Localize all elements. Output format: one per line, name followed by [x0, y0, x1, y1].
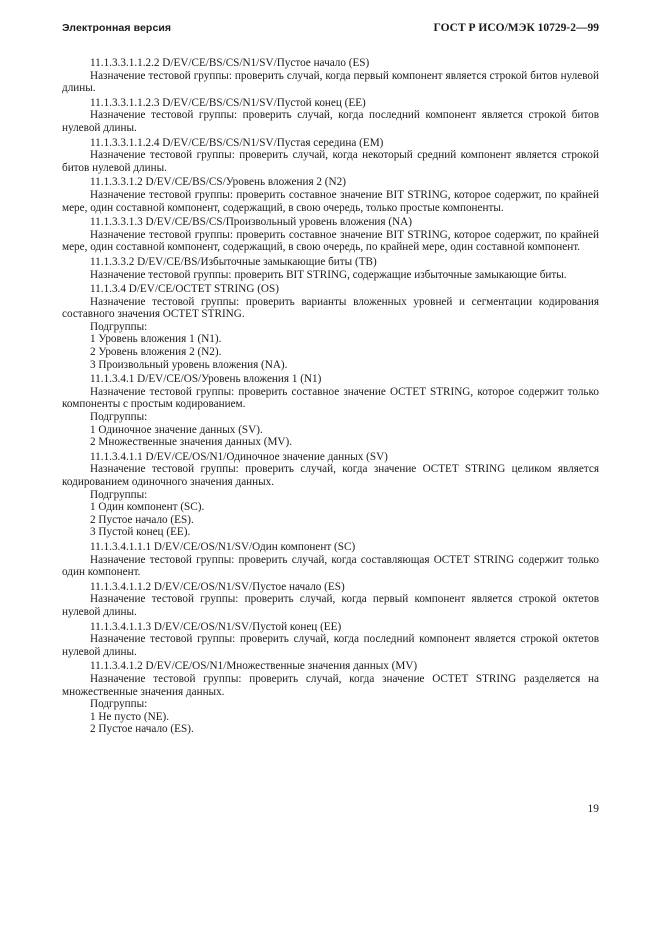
paragraph: Назначение тестовой группы: проверить варианты вложенных уровней и сегментации кодирования составного значения OCTET STRING.: [62, 295, 599, 321]
paragraph: Назначение тестовой группы: проверить случай, когда первый компонент является строкой октетов нулевой длины.: [62, 593, 599, 618]
list-item: Подгруппы:: [90, 411, 148, 424]
paragraph: Назначение тестовой группы: проверить составное значение BIT STRING, которое содержит, по крайней мере, один составной компонент, содержащий, в свою очередь, только простые компоненты.: [62, 188, 599, 214]
list-item: Подгруппы:: [90, 698, 148, 711]
paragraph: Назначение тестовой группы: проверить случай, когда последний компонент является строкой октетов нулевой длины.: [62, 633, 599, 658]
list-item: 2 Уровень вложения 2 (N2).: [90, 346, 222, 359]
list-item: 1 Одиночное значение данных (SV).: [90, 423, 263, 436]
paragraph: Назначение тестовой группы: проверить случай, когда некоторый средний компонент является строкой битов нулевой длины.: [62, 149, 599, 174]
section-heading: 11.1.3.4.1.1 D/EV/CE/OS/N1/Одиночное значение данных (SV): [90, 450, 388, 463]
page-number: 19: [587, 803, 599, 815]
list-item: 1 Не пусто (NE).: [90, 710, 170, 723]
header-standard-id: ГОСТ Р ИСО/МЭК 10729-2—99: [433, 22, 599, 34]
list-item: 3 Произвольный уровень вложения (NA).: [90, 358, 288, 371]
paragraph: Назначение тестовой группы: проверить случай, когда составляющая OCTET STRING содержит только один компонент.: [62, 553, 599, 579]
list-item: 1 Один компонент (SC).: [90, 501, 205, 514]
header-edition-label: Электронная версия: [62, 22, 172, 34]
paragraph: Назначение тестовой группы: проверить случай, когда первый компонент является строкой битов нулевой длины.: [62, 69, 599, 95]
section-heading: 11.1.3.3.1.1.2.3 D/EV/CE/BS/CS/N1/SV/Пустой конец (EE): [90, 96, 366, 109]
paragraph: Назначение тестовой группы: проверить BIT STRING, содержащие избыточные замыкающие биты.: [90, 268, 567, 281]
section-heading: 11.1.3.4.1.1.2 D/EV/CE/OS/N1/SV/Пустое начало (ES): [90, 580, 345, 593]
section-heading: 11.1.3.3.1.2 D/EV/CE/BS/CS/Уровень вложения 2 (N2): [90, 176, 346, 189]
section-heading: 11.1.3.4.1.1.3 D/EV/CE/OS/N1/SV/Пустой конец (EE): [90, 620, 342, 633]
section-heading: 11.1.3.4.1.1.1 D/EV/CE/OS/N1/SV/Один компонент (SC): [90, 540, 356, 553]
section-heading: 11.1.3.3.2 D/EV/CE/BS/Избыточные замыкающие биты (TB): [90, 255, 377, 268]
list-item: Подгруппы:: [90, 488, 148, 501]
section-heading: 11.1.3.3.1.1.2.4 D/EV/CE/BS/CS/N1/SV/Пустая середина (EM): [90, 136, 384, 149]
paragraph: Назначение тестовой группы: проверить случай, когда последний компонент является строкой битов нулевой длины.: [62, 109, 599, 134]
document-body: [62, 55, 599, 736]
section-heading: 11.1.3.3.1.1.2.2 D/EV/CE/BS/CS/N1/SV/Пустое начало (ES): [90, 57, 370, 69]
paragraph: Назначение тестовой группы: проверить составное значение OCTET STRING, которое содержит только компоненты с простым кодированием.: [62, 385, 599, 411]
list-item: Подгруппы:: [90, 320, 148, 333]
list-item: 2 Пустое начало (ES).: [90, 723, 194, 736]
paragraph: Назначение тестовой группы: проверить случай, когда значение OCTET STRING разделяется на множественные значения данных.: [62, 672, 599, 698]
section-heading: 11.1.3.4.1.2 D/EV/CE/OS/N1/Множественные значения данных (MV): [90, 660, 418, 673]
list-item: 3 Пустой конец (EE).: [90, 526, 191, 539]
section-heading: 11.1.3.4.1 D/EV/CE/OS/Уровень вложения 1 (N1): [90, 373, 322, 386]
list-item: 1 Уровень вложения 1 (N1).: [90, 333, 222, 346]
paragraph: Назначение тестовой группы: проверить случай, когда значение OCTET STRING целиком является кодированием одиночного значения данных.: [62, 463, 599, 488]
section-heading: 11.1.3.4 D/EV/CE/OCTET STRING (OS): [90, 283, 279, 296]
list-item: 2 Множественные значения данных (MV).: [90, 436, 293, 449]
list-item: 2 Пустое начало (ES).: [90, 513, 194, 526]
paragraph: Назначение тестовой группы: проверить составное значение BIT STRING, которое содержит, по крайней мере, один составной компонент, содержащий, в свою очередь, по крайней мере, один составной компонент.: [62, 228, 599, 254]
section-heading: 11.1.3.3.1.3 D/EV/CE/BS/CS/Произвольный уровень вложения (NA): [90, 216, 412, 229]
